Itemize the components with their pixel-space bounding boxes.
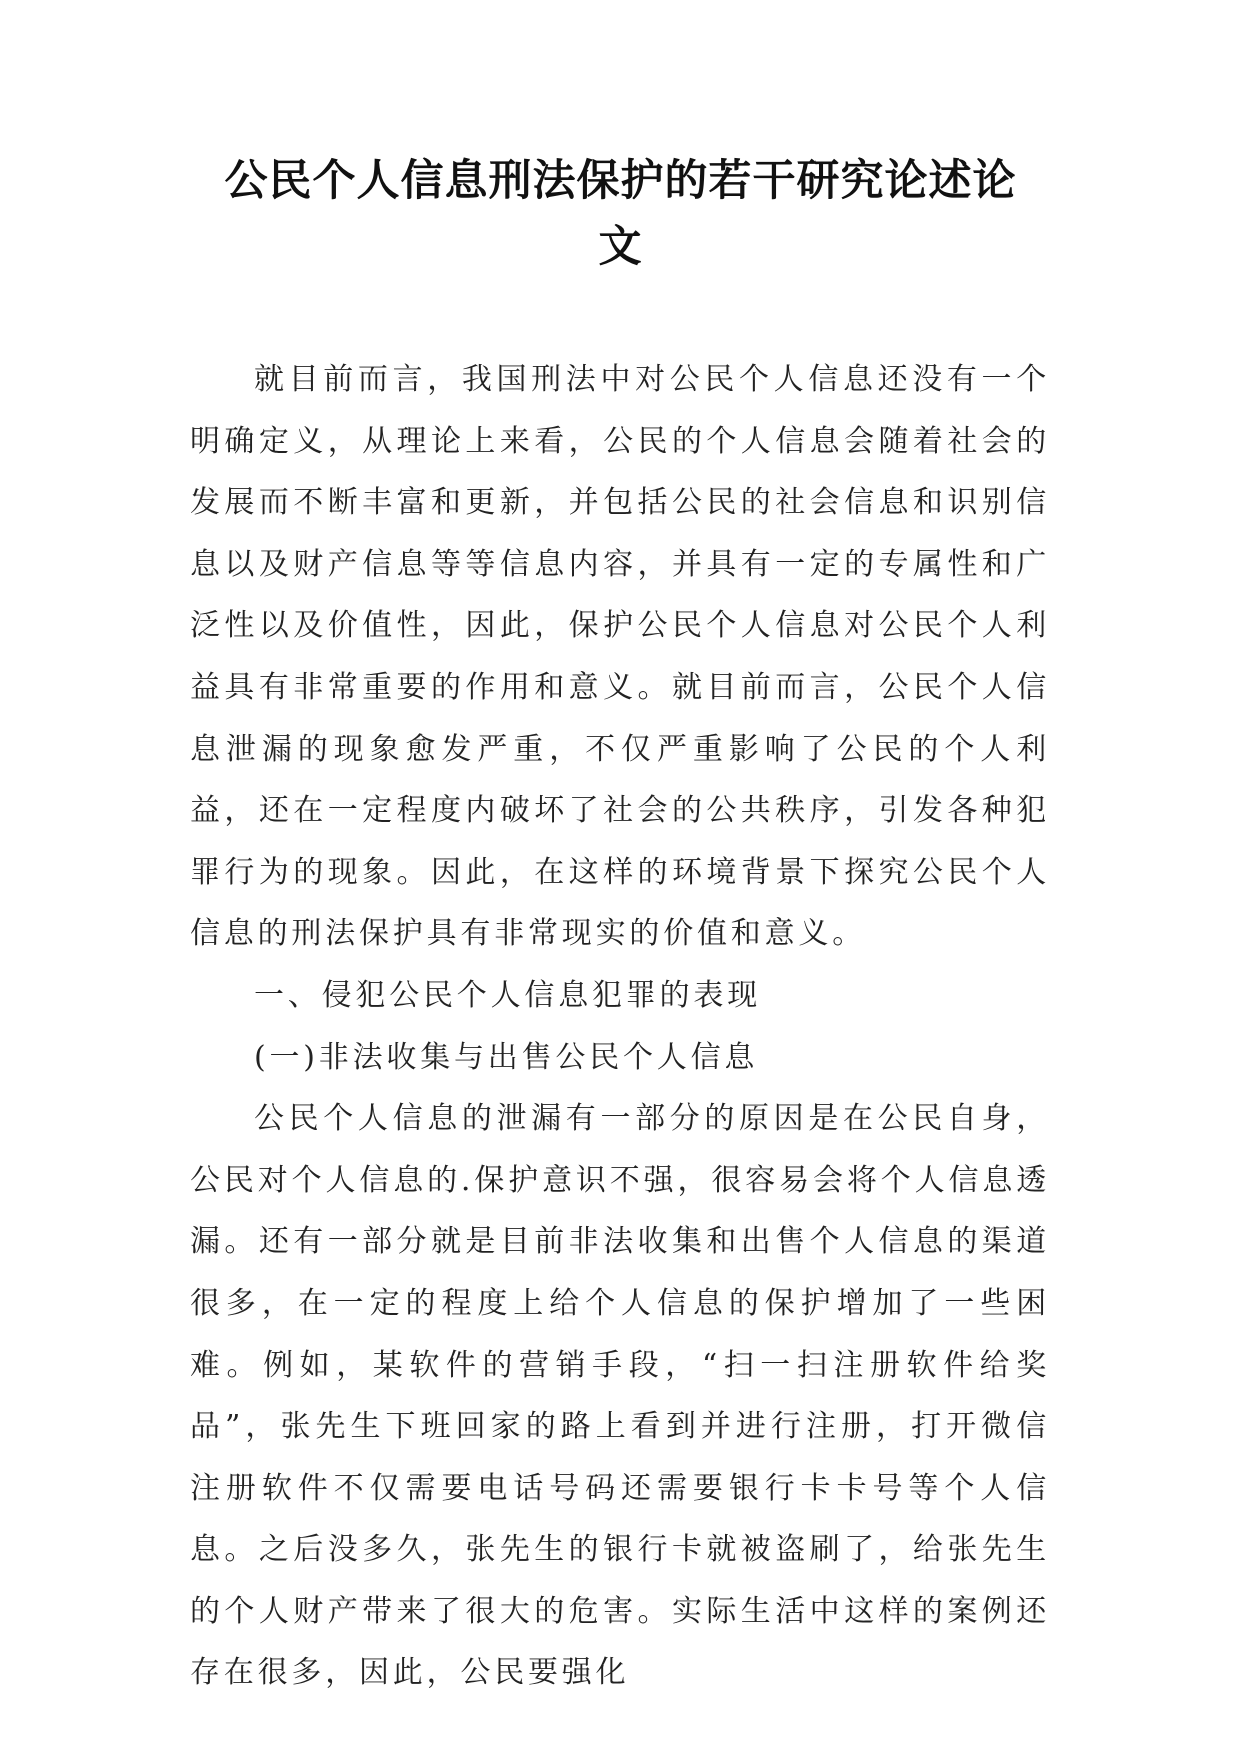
title-line-1: 公民个人信息刑法保护的若干研究论述论: [224, 156, 1017, 206]
document-title: [150, 148, 1091, 280]
paragraph-intro: 就目前而言，我国刑法中对公民个人信息还没有一个明确定义，从理论上来看，公民的个人信息会随着社会的发展而不断丰富和更新，并包括公民的社会信息和识别信息以及财产信息等等信息内容，并具有一定的专属性和广泛性以及价值性，因此，保护公民个人信息对公民个人利益具有非常重要的作用和意义。就目前而言，公民个人信息泄漏的现象愈发严重，不仅严重影响了公民的个人利益，还在一定程度内破坏了社会的公共秩序，引发各种犯罪行为的现象。因此，在这样的环境背景下探究公民个人信息的刑法保护具有非常现实的价值和意义。: [190, 362, 1050, 952]
paragraph-case: 公民个人信息的泄漏有一部分的原因是在公民自身，公民对个人信息的.保护意识不强，很容易会将个人信息透漏。还有一部分就是目前非法收集和出售个人信息的渠道很多，在一定的程度上给个人信息的保护增加了一些困难。例如，某软件的营销手段，“扫一扫注册软件给奖品”，张先生下班回家的路上看到并进行注册，打开微信注册软件不仅需要电话号码还需要银行卡卡号等个人信息。之后没多久，张先生的银行卡就被盗刷了，给张先生的个人财产带来了很大的危害。实际生活中这样的案例还存在很多，因此，公民要强化: [190, 1101, 1050, 1691]
document-body: [190, 349, 1050, 1704]
subsection-heading: (一)非法收集与出售公民个人信息: [254, 1039, 759, 1075]
title-line-2: 文: [598, 222, 643, 272]
section-heading: 一、侵犯公民个人信息犯罪的表现: [254, 977, 761, 1013]
